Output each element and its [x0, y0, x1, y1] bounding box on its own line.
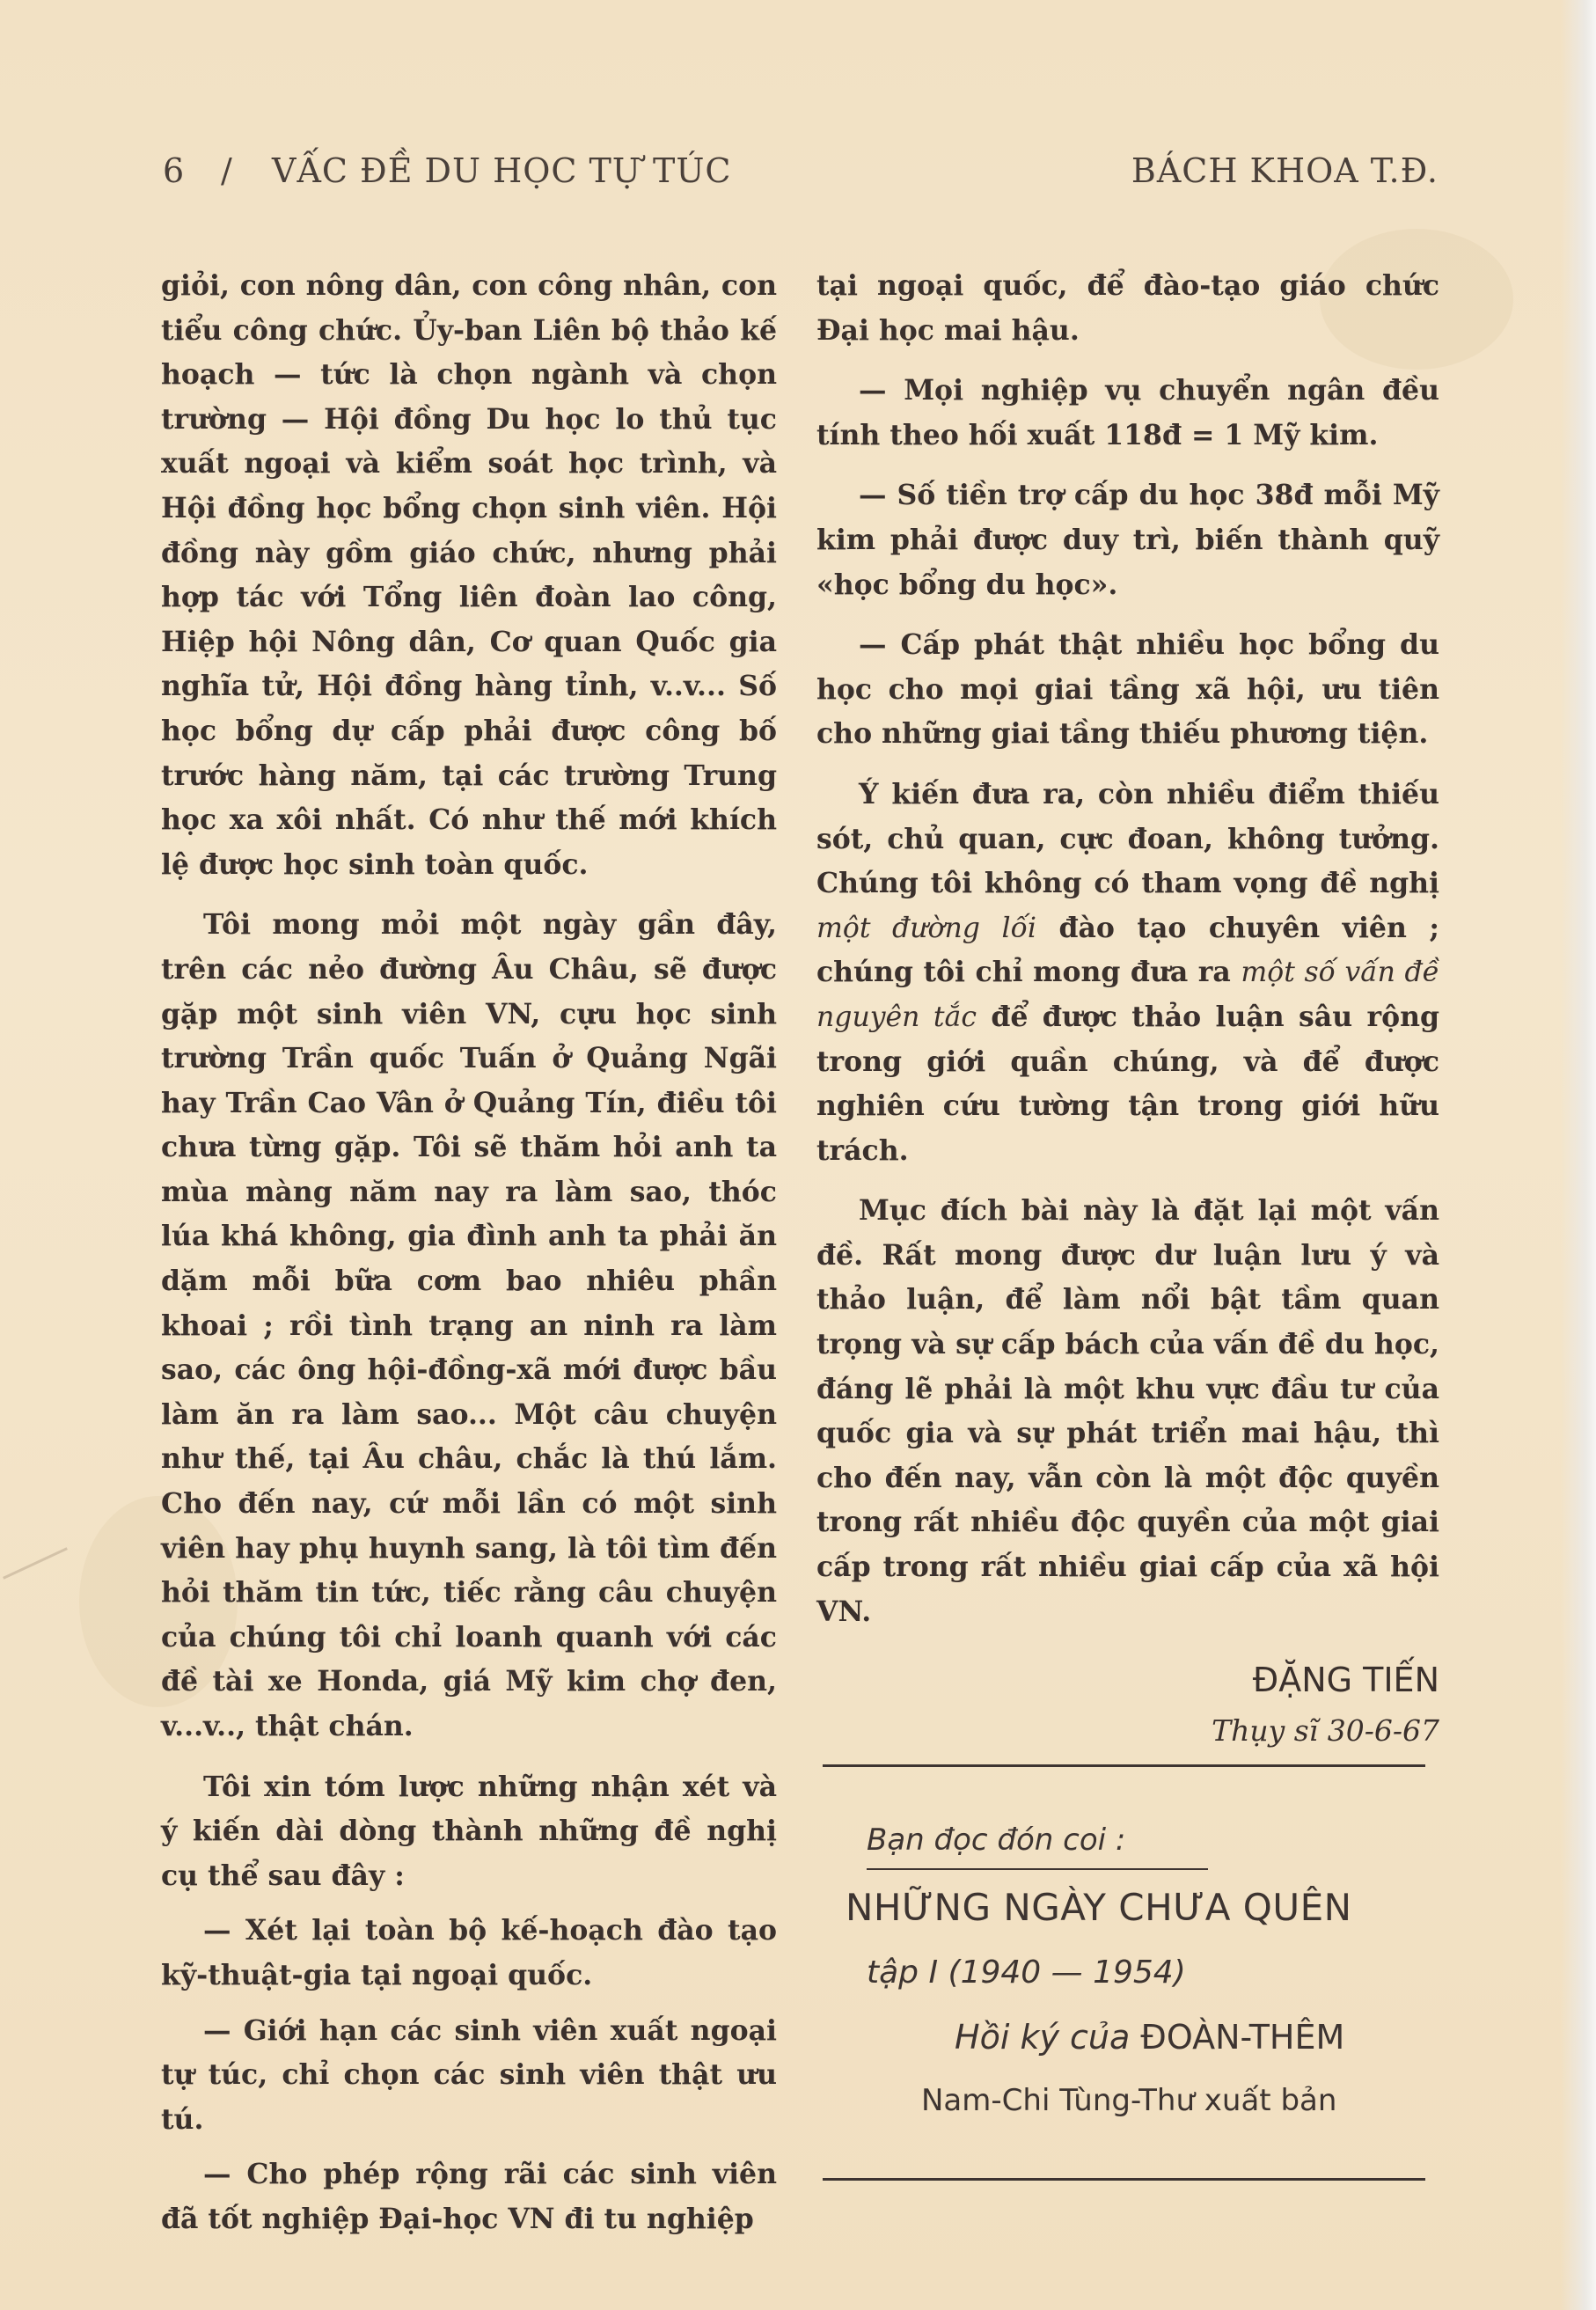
author-signature: ĐẶNG TIẾN [1252, 1661, 1439, 1700]
proposal-item: — Mọi nghiệp vụ chuyển ngân đều tính theo hối xuất 118đ = 1 Mỹ kim. [816, 374, 1439, 451]
italic-phrase: một số vấn đề nguyên tắc [816, 957, 1440, 1033]
place-date: Thụy sĩ 30-6-67 [1212, 1713, 1439, 1749]
paragraph: giỏi, con nông dân, con công nhân, con tiểu công chức. Ủy-ban Liên bộ thảo kế hoạch — tức là chọn ngành và chọn trường — Hội đồng Du học lo thủ tục xuất ngoại và kiểm soát học trình, và Hội đồng học bổng chọn sinh viên. Hội đồng này gồm giáo chức, nhưng phải hợp tác với Tổng liên đoàn lao công, Hiệp hội Nông dân, Cơ quan Quốc gia nghĩa tử, Hội đồng hàng tỉnh, v..v... Số học bổng dự cấp phải được công bố trước hàng năm, tại các trường Trung học xa xôi nhất. Có như thế mới khích lệ được học sinh toàn quốc. [161, 269, 777, 881]
book-title: NHỮNG NGÀY CHƯA QUÊN [846, 1886, 1352, 1929]
paper-crease [3, 1547, 68, 1580]
page-edge [1561, 0, 1596, 2310]
kicker-underline [867, 1868, 1208, 1870]
left-column [161, 264, 777, 2242]
paragraph: Tôi xin tóm lược những nhận xét và ý kiến dài dòng thành những đề nghị cụ thể sau đây : [161, 1770, 777, 1892]
running-header [163, 151, 1439, 204]
text-run: Ý kiến đưa ra, còn nhiều điểm thiếu sót, chủ quan, cực đoan, không tưởng. Chúng tôi không có tham vọng đề nghị [816, 777, 1439, 900]
proposal-item: — Số tiền trợ cấp du học 38đ mỗi Mỹ kim phải được duy trì, biến thành quỹ «học bổng du học». [816, 479, 1439, 601]
header-separator: / [221, 151, 233, 190]
box-top-rule [823, 1764, 1425, 1767]
proposal-item: — Cho phép rộng rãi các sinh viên đã tốt nghiệp Đại-học VN đi tu nghiệp [161, 2158, 777, 2235]
book-volume: tập I (1940 — 1954) [867, 1954, 1186, 1991]
article-title: VẤC ĐỀ DU HỌC TỰ TÚC [272, 151, 732, 190]
italic-phrase: một đường lối [816, 912, 1036, 944]
page-number: 6 [163, 151, 186, 190]
paragraph: tại ngoại quốc, để đào-tạo giáo chức Đại học mai hậu. [816, 269, 1439, 347]
right-column [816, 264, 1439, 1756]
proposal-item: — Xét lại toàn bộ kế-hoạch đào tạo kỹ-thuật-gia tại ngoại quốc. [161, 1914, 777, 1991]
announcement-kicker: Bạn đọc đón coi : [867, 1822, 1126, 1858]
book-author: ĐOÀN-THÊM [1140, 2018, 1345, 2057]
book-publisher: Nam-Chi Tùng-Thư xuất bản [921, 2083, 1337, 2118]
paragraph: Tôi mong mỏi một ngày gần đây, trên các nẻo đường Âu Châu, sẽ được gặp một sinh viên VN, cựu học sinh trường Trần quốc Tuấn ở Quảng Ngãi hay Trần Cao Vân ở Quảng Tín, điều tôi chưa từng gặp. Tôi sẽ thăm hỏi anh ta mùa màng năm nay ra làm sao, thóc lúa khá không, gia đình anh ta phải ăn dặm mỗi bữa cơm bao nhiêu phần khoai ; rồi tình trạng an ninh ra làm sao, các ông hội-đồng-xã mới được bầu làm ăn ra làm sao... Một câu chuyện như thế, tại Âu châu, chắc là thú lắm. Cho đến nay, cứ mỗi lần có một sinh viên hay phụ huynh sang, là tôi tìm đến hỏi thăm tin tức, tiếc rằng câu chuyện của chúng tôi chỉ loanh quanh với các đề tài xe Honda, giá Mỹ kim chợ đen, v...v.., thật chán. [161, 908, 777, 1742]
book-author-line [955, 2018, 1344, 2057]
magazine-name: BÁCH KHOA T.Đ. [1131, 151, 1439, 190]
box-bottom-rule [823, 2178, 1425, 2181]
paragraph [816, 773, 1439, 1173]
text-run: đào tạo chuyên viên ; chúng tôi chỉ mong đưa ra [816, 911, 1440, 989]
paragraph: Mục đích bài này là đặt lại một vấn đề. Rất mong được dư luận lưu ý và thảo luận, để làm nổi bật tầm quan trọng và sự cấp bách của vấn đề du học, đáng lẽ phải là một khu vực đầu tư của quốc gia và sự phát triển mai hậu, thì cho đến nay, vẫn còn là một độc quyền trong rất nhiều độc quyền của một giai cấp trong rất nhiều giai cấp của xã hội VN. [816, 1194, 1439, 1628]
memoir-label: Hồi ký của [955, 2018, 1131, 2057]
text-run: để được thảo luận sâu rộng trong giới quần chúng, và để được nghiên cứu tường tận trong giới hữu trách. [816, 1000, 1440, 1167]
proposal-item: — Giới hạn các sinh viên xuất ngoại tự túc, chỉ chọn các sinh viên thật ưu tú. [161, 2013, 777, 2136]
proposal-item: — Cấp phát thật nhiều học bổng du học cho mọi giai tầng xã hội, ưu tiên cho những giai tầng thiếu phương tiện. [816, 628, 1439, 751]
book-announcement-box [823, 1764, 1425, 2187]
